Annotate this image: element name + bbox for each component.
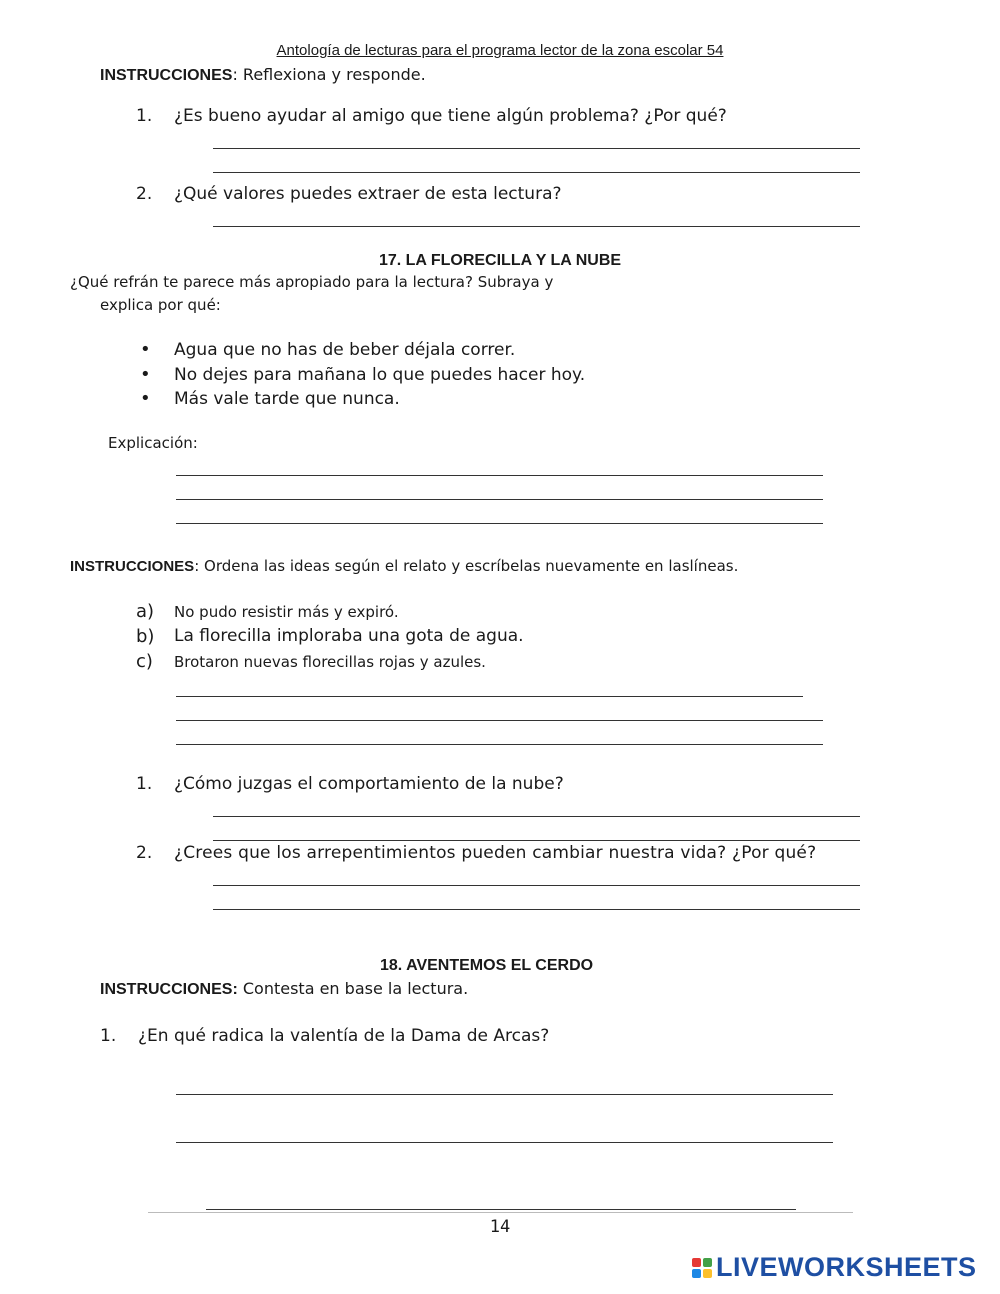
answer-line[interactable] [176, 523, 823, 524]
explanation-label: Explicación: [108, 434, 198, 452]
idea-letter: c) [136, 651, 153, 672]
footer-divider [148, 1212, 853, 1213]
instructions-text: : Reflexiona y responde. [232, 65, 426, 84]
saying-item[interactable]: No dejes para mañana lo que puedes hacer hoy. [174, 365, 586, 385]
answer-line[interactable] [213, 816, 860, 817]
answer-line[interactable] [213, 226, 860, 227]
question-text: ¿Qué valores puedes extraer de esta lectura? [174, 184, 562, 204]
answer-line[interactable] [213, 840, 860, 841]
question-number: 2. [136, 184, 153, 204]
brand-name: LIVEWORKSHEETS [716, 1252, 977, 1282]
question-text: ¿En qué radica la valentía de la Dama de Arcas? [138, 1026, 550, 1046]
answer-line[interactable] [176, 720, 823, 721]
answer-line[interactable] [213, 909, 860, 910]
logo-grid-icon [692, 1258, 712, 1278]
instructions-contesta [100, 979, 468, 999]
section-title-18: 18. AVENTEMOS EL CERDO [380, 957, 594, 974]
liveworksheets-logo [692, 1252, 977, 1283]
answer-line[interactable] [213, 172, 860, 173]
logo-tile [703, 1258, 712, 1267]
answer-line[interactable] [176, 696, 803, 697]
idea-text: Brotaron nuevas florecillas rojas y azules. [174, 653, 486, 671]
answer-line[interactable] [176, 744, 823, 745]
question-number: 1. [100, 1026, 117, 1046]
section-title-text: 17. LA FLORECILLA Y LA NUBE [378, 252, 622, 269]
prompt-line: ¿Qué refrán te parece más apropiado para la lectura? Subraya y [70, 273, 554, 291]
prompt-line: explica por qué: [100, 296, 221, 314]
page-number: 14 [489, 1217, 511, 1237]
instructions-text: : Ordena las ideas según el relato y escríbelas nuevamente en laslíneas. [194, 557, 739, 575]
answer-line[interactable] [213, 885, 860, 886]
logo-tile [703, 1269, 712, 1278]
instructions-reflexiona [100, 65, 426, 85]
page-header-title: Antología de lecturas para el programa lector de la zona escolar 54 [276, 42, 724, 59]
bullet-icon: • [140, 339, 151, 360]
logo-tile [692, 1258, 701, 1267]
answer-line[interactable] [176, 499, 823, 500]
instructions-ordena [70, 557, 738, 575]
question-text: ¿Cómo juzgas el comportamiento de la nube? [174, 774, 564, 794]
answer-line[interactable] [213, 148, 860, 149]
question-text: ¿Crees que los arrepentimientos pueden cambiar nuestra vida? ¿Por qué? [174, 843, 817, 863]
saying-item[interactable]: Agua que no has de beber déjala correr. [174, 340, 516, 360]
question-number: 1. [136, 106, 153, 126]
question-text: ¿Es bueno ayudar al amigo que tiene algún problema? ¿Por qué? [174, 106, 727, 126]
saying-item[interactable]: Más vale tarde que nunca. [174, 389, 400, 409]
answer-line[interactable] [176, 1142, 833, 1143]
idea-letter: b) [136, 626, 155, 647]
bullet-icon: • [140, 388, 151, 409]
idea-text: La florecilla imploraba una gota de agua. [174, 626, 524, 646]
section-title-17 [0, 252, 1000, 270]
instructions-text: Contesta en base la lectura. [237, 979, 469, 998]
answer-line[interactable] [206, 1209, 796, 1210]
question-number: 1. [136, 774, 153, 794]
instructions-label: INSTRUCCIONES [100, 67, 233, 84]
answer-line[interactable] [176, 475, 823, 476]
logo-tile [692, 1269, 701, 1278]
idea-letter: a) [136, 601, 155, 622]
question-number: 2. [136, 843, 153, 863]
instructions-label: INSTRUCCIONES [70, 558, 195, 575]
answer-line[interactable] [176, 1094, 833, 1095]
idea-text: No pudo resistir más y expiró. [174, 603, 399, 621]
bullet-icon: • [140, 364, 151, 385]
instructions-label: INSTRUCCIONES: [100, 981, 238, 998]
